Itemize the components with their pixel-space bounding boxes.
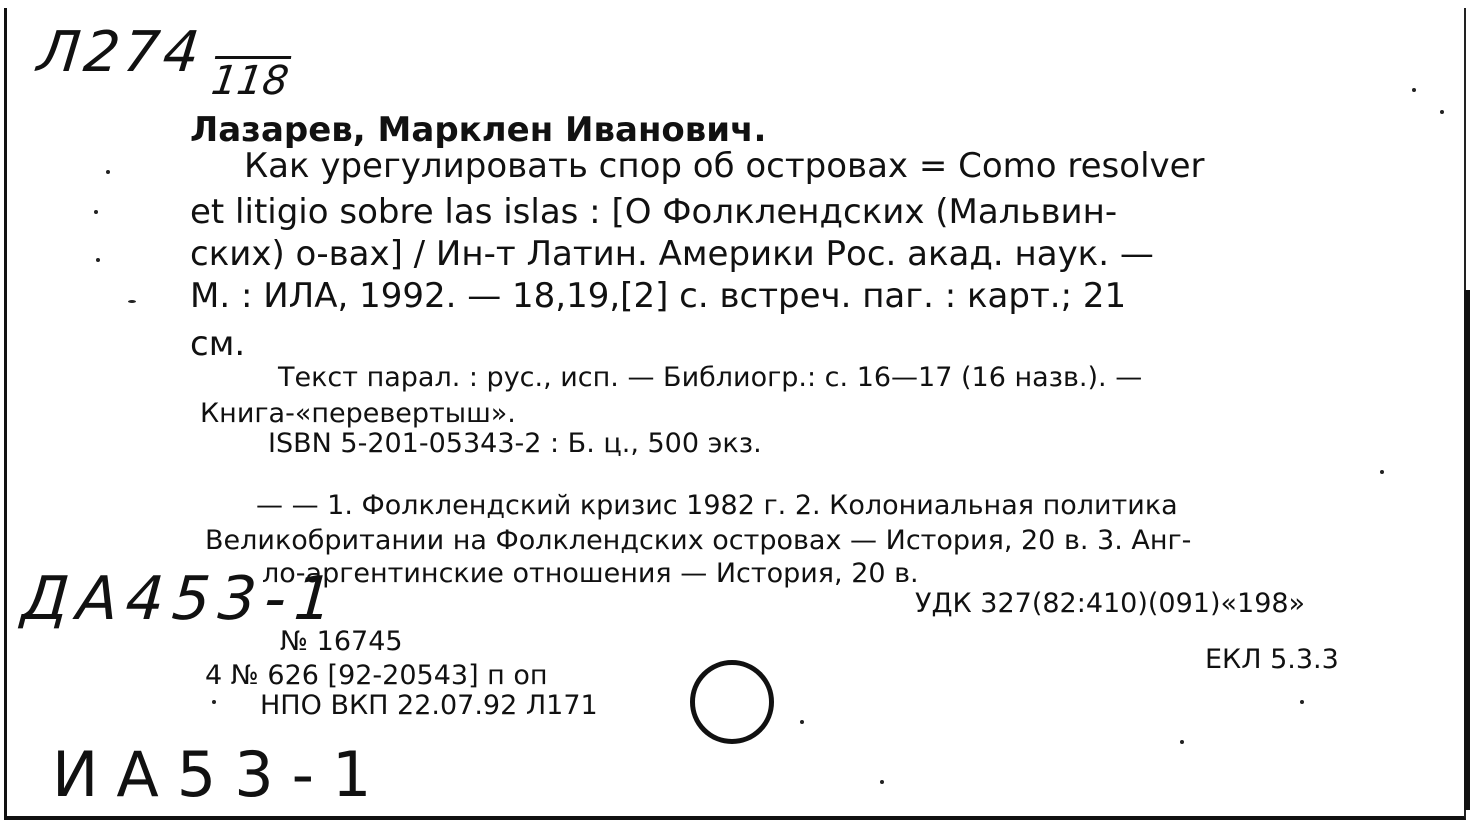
scan-speck [1412, 88, 1416, 92]
scan-speck [1180, 740, 1184, 744]
scan-speck [94, 210, 98, 214]
subjects-line-3: ло-аргентинские отношения — История, 20 в. [262, 558, 919, 589]
author-heading: Лазарев, Марклен Иванович. [190, 110, 767, 150]
npo-line: НПО ВКП 22.07.92 Л171 [260, 690, 598, 721]
subjects-line-2: Великобритании на Фолклендских островах — История, 20 в. 3. Анг- [205, 525, 1192, 556]
ekl-code: ЕКЛ 5.3.3 [1205, 644, 1339, 675]
title-line-3: ских) о-вах] / Ин-т Латин. Америки Рос. акад. наук. — [190, 234, 1154, 274]
scan-speck [1440, 110, 1444, 114]
scan-speck [96, 258, 100, 262]
title-line-2: et litigio sobre las islas : [О Фолклендских (Мальвин- [190, 192, 1118, 232]
title-line-5: см. [190, 324, 246, 364]
handwritten-shelf-mark: Л274 [34, 20, 207, 85]
record-number: № 16745 [280, 626, 403, 657]
card-edge-shadow [1464, 290, 1470, 810]
scan-speck [128, 300, 136, 303]
print-line: 4 № 626 [92-20543] п оп [205, 660, 548, 691]
handwritten-bottom-code: ИА53-1 [52, 738, 390, 811]
title-line-4: М. : ИЛА, 1992. — 18,19,[2] с. встреч. паг. : карт.; 21 [190, 276, 1127, 316]
stamp-circle [690, 660, 774, 744]
isbn-line: ISBN 5-201-05343-2 : Б. ц., 500 экз. [268, 428, 762, 459]
scan-speck [1380, 470, 1384, 474]
title-line-1: Как урегулировать спор об островах = Como resolver [244, 146, 1205, 186]
subjects-line-1: — — 1. Фолклендский кризис 1982 г. 2. Колониальная политика [256, 490, 1178, 521]
scan-speck [1300, 700, 1304, 704]
scan-speck [800, 720, 804, 724]
scan-speck [106, 170, 110, 174]
scan-speck [212, 700, 216, 704]
notes-line-2: Книга-«перевертыш». [200, 398, 516, 429]
handwritten-shelf-mark-sub: 118 [208, 58, 292, 104]
notes-line-1: Текст парал. : рус., исп. — Библиогр.: с. 16—17 (16 назв.). — [278, 362, 1143, 393]
udc-code: УДК 327(82:410)(091)«198» [915, 588, 1306, 619]
handwritten-left-code: ДА453-1 [19, 564, 343, 634]
scan-speck [880, 780, 884, 784]
